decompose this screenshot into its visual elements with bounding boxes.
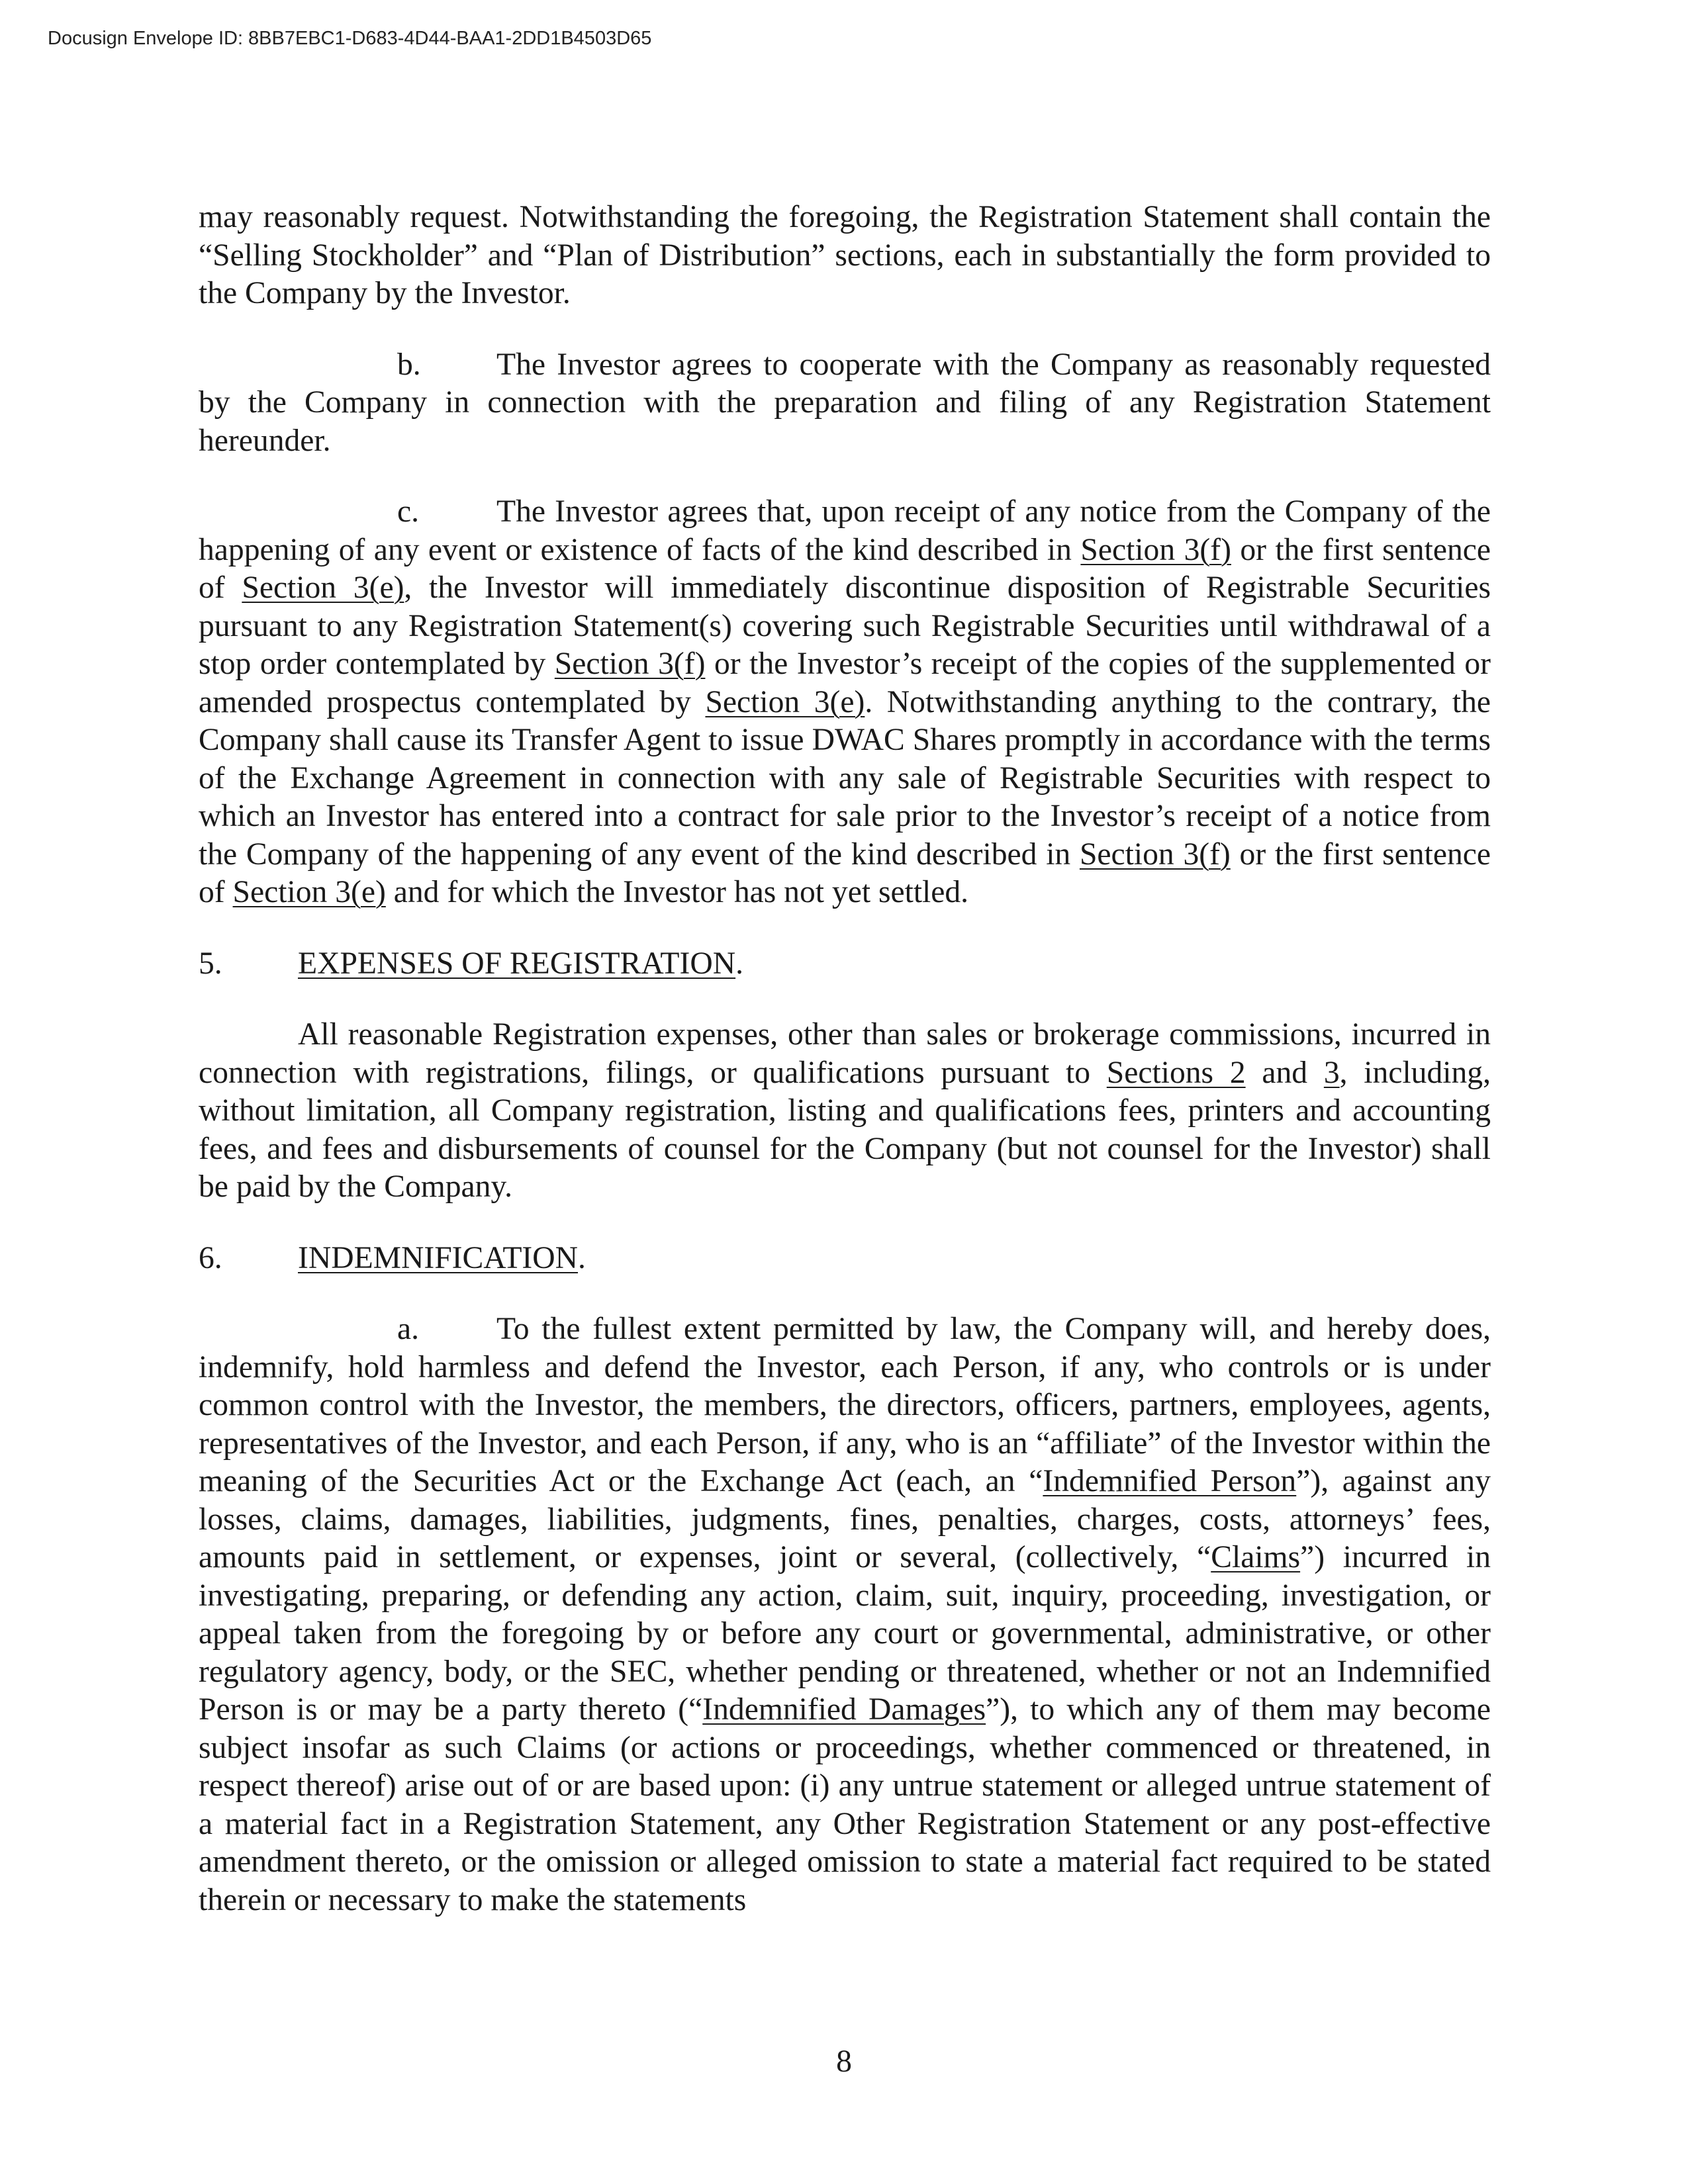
paragraph-text: ”) incurred in investigating, preparing, or defending any action, claim, suit, inquiry, proceeding, investigation, or appeal taken from the foregoing by or before any court or governmental, administrative, or other regulatory agency, body, or the SEC, whether pending or threatened, whether or not an Indemnified Person is or may be a party thereto (“	[199, 1540, 1491, 1727]
paragraph-text: or the first sentence of	[199, 532, 1491, 605]
section-5-paragraph	[199, 1016, 1491, 1206]
paragraph-text: , including, without limitation, all Company registration, listing and qualifications fees, printers and accounting fees, and fees and disbursements of counsel for the Company (but not counsel for the Investor) shall be paid by the Company.	[199, 1055, 1491, 1204]
section-title: INDEMNIFICATION	[298, 1240, 579, 1275]
subsection-label: c.	[397, 494, 420, 529]
section-title-period: .	[578, 1240, 586, 1275]
section-6-heading	[199, 1240, 1491, 1278]
defined-term: Claims	[1211, 1540, 1301, 1574]
paragraph-text: or the first sentence of	[199, 837, 1491, 909]
paragraph-text: may reasonably request. Notwithstanding the foregoing, the Registration Statement shall contain the “Selling Stockholder” and “Plan of Distribution” sections, each in substantially the form provided to the Company by the Investor.	[199, 200, 1491, 310]
paragraph-text: The Investor agrees that, upon receipt of any notice from the Company of the happening of any event or existence of facts of the kind described in	[199, 494, 1491, 567]
defined-term: Indemnified Person	[1043, 1464, 1297, 1498]
document-body	[199, 199, 1491, 1919]
paragraph-text: ”), against any losses, claims, damages, liabilities, judgments, fines, penalties, charges, costs, attorneys’ fees, amounts paid in settlement, or expenses, joint or several, (collectively, “	[199, 1464, 1491, 1574]
subsection-label: b.	[397, 347, 421, 382]
section-5-heading	[199, 945, 1491, 983]
section-reference: Section 3(f)	[1080, 532, 1231, 567]
paragraph-b	[199, 346, 1491, 461]
paragraph-text: or the Investor’s receipt of the copies of the supplemented or amended prospectus contemplated by	[199, 647, 1491, 719]
defined-term: Indemnified Damages	[702, 1692, 986, 1727]
paragraph-text: The Investor agrees to cooperate with the Company as reasonably requested by the Company in connection with the preparation and filing of any Registration Statement hereunder.	[199, 347, 1491, 458]
page-number: 8	[836, 2044, 852, 2079]
section-reference: 3	[1323, 1055, 1340, 1090]
section-reference: Sections 2	[1106, 1055, 1246, 1090]
section-title: EXPENSES OF REGISTRATION	[298, 946, 736, 981]
section-reference: Section 3(f)	[554, 647, 706, 681]
paragraph-text: and	[1245, 1055, 1324, 1090]
paragraph-continuation	[199, 199, 1491, 313]
paragraph-text: and for which the Investor has not yet settled.	[385, 875, 969, 909]
section-number: 5.	[199, 946, 222, 981]
section-number: 6.	[199, 1240, 222, 1275]
paragraph-text: ”), to which any of them may become subject insofar as such Claims (or actions or proceedings, whether commenced or threatened, in respect thereof) arise out of or are based upon: (i) any untrue statement or alleged untrue statement of a material fact in a Registration Statement, any Other Registration Statement or any post-effective amendment thereto, or the omission or alleged omission to state a material fact required to be stated therein or necessary to make the statements	[199, 1692, 1491, 1917]
paragraph-text: , the Investor will immediately discontinue disposition of Registrable Securities pursuant to any Registration Statement(s) covering such Registrable Securities until withdrawal of a stop order contemplated by	[199, 570, 1491, 681]
section-reference: Section 3(f)	[1079, 837, 1231, 872]
paragraph-text: . Notwithstanding anything to the contrary, the Company shall cause its Transfer Agent to issue DWAC Shares promptly in accordance with the terms of the Exchange Agreement in connection with any sale of Registrable Securities with respect to which an Investor has entered into a contract for sale prior to the Investor’s receipt of a notice from the Company of the happening of any event of the kind described in	[199, 684, 1491, 872]
paragraph-text: All reasonable Registration expenses, other than sales or brokerage commissions, incurred in connection with registrations, filings, or qualifications pursuant to	[199, 1017, 1491, 1090]
envelope-id: Docusign Envelope ID: 8BB7EBC1-D683-4D44-BAA1-2DD1B4503D65	[48, 28, 652, 49]
paragraph-text: To the fullest extent permitted by law, the Company will, and hereby does, indemnify, hold harmless and defend the Investor, each Person, if any, who controls or is under common control with the Investor, the members, the directors, officers, partners, employees, agents, representatives of the Investor, and each Person, if any, who is an “affiliate” of the Investor within the meaning of the Securities Act or the Exchange Act (each, an “	[199, 1312, 1491, 1498]
section-reference: Section 3(e)	[232, 875, 386, 909]
section-reference: Section 3(e)	[705, 684, 865, 719]
paragraph-c	[199, 493, 1491, 912]
section-6-paragraph-a	[199, 1310, 1491, 1919]
subsection-label: a.	[397, 1312, 420, 1346]
section-title-period: .	[735, 946, 743, 981]
section-reference: Section 3(e)	[242, 570, 404, 605]
